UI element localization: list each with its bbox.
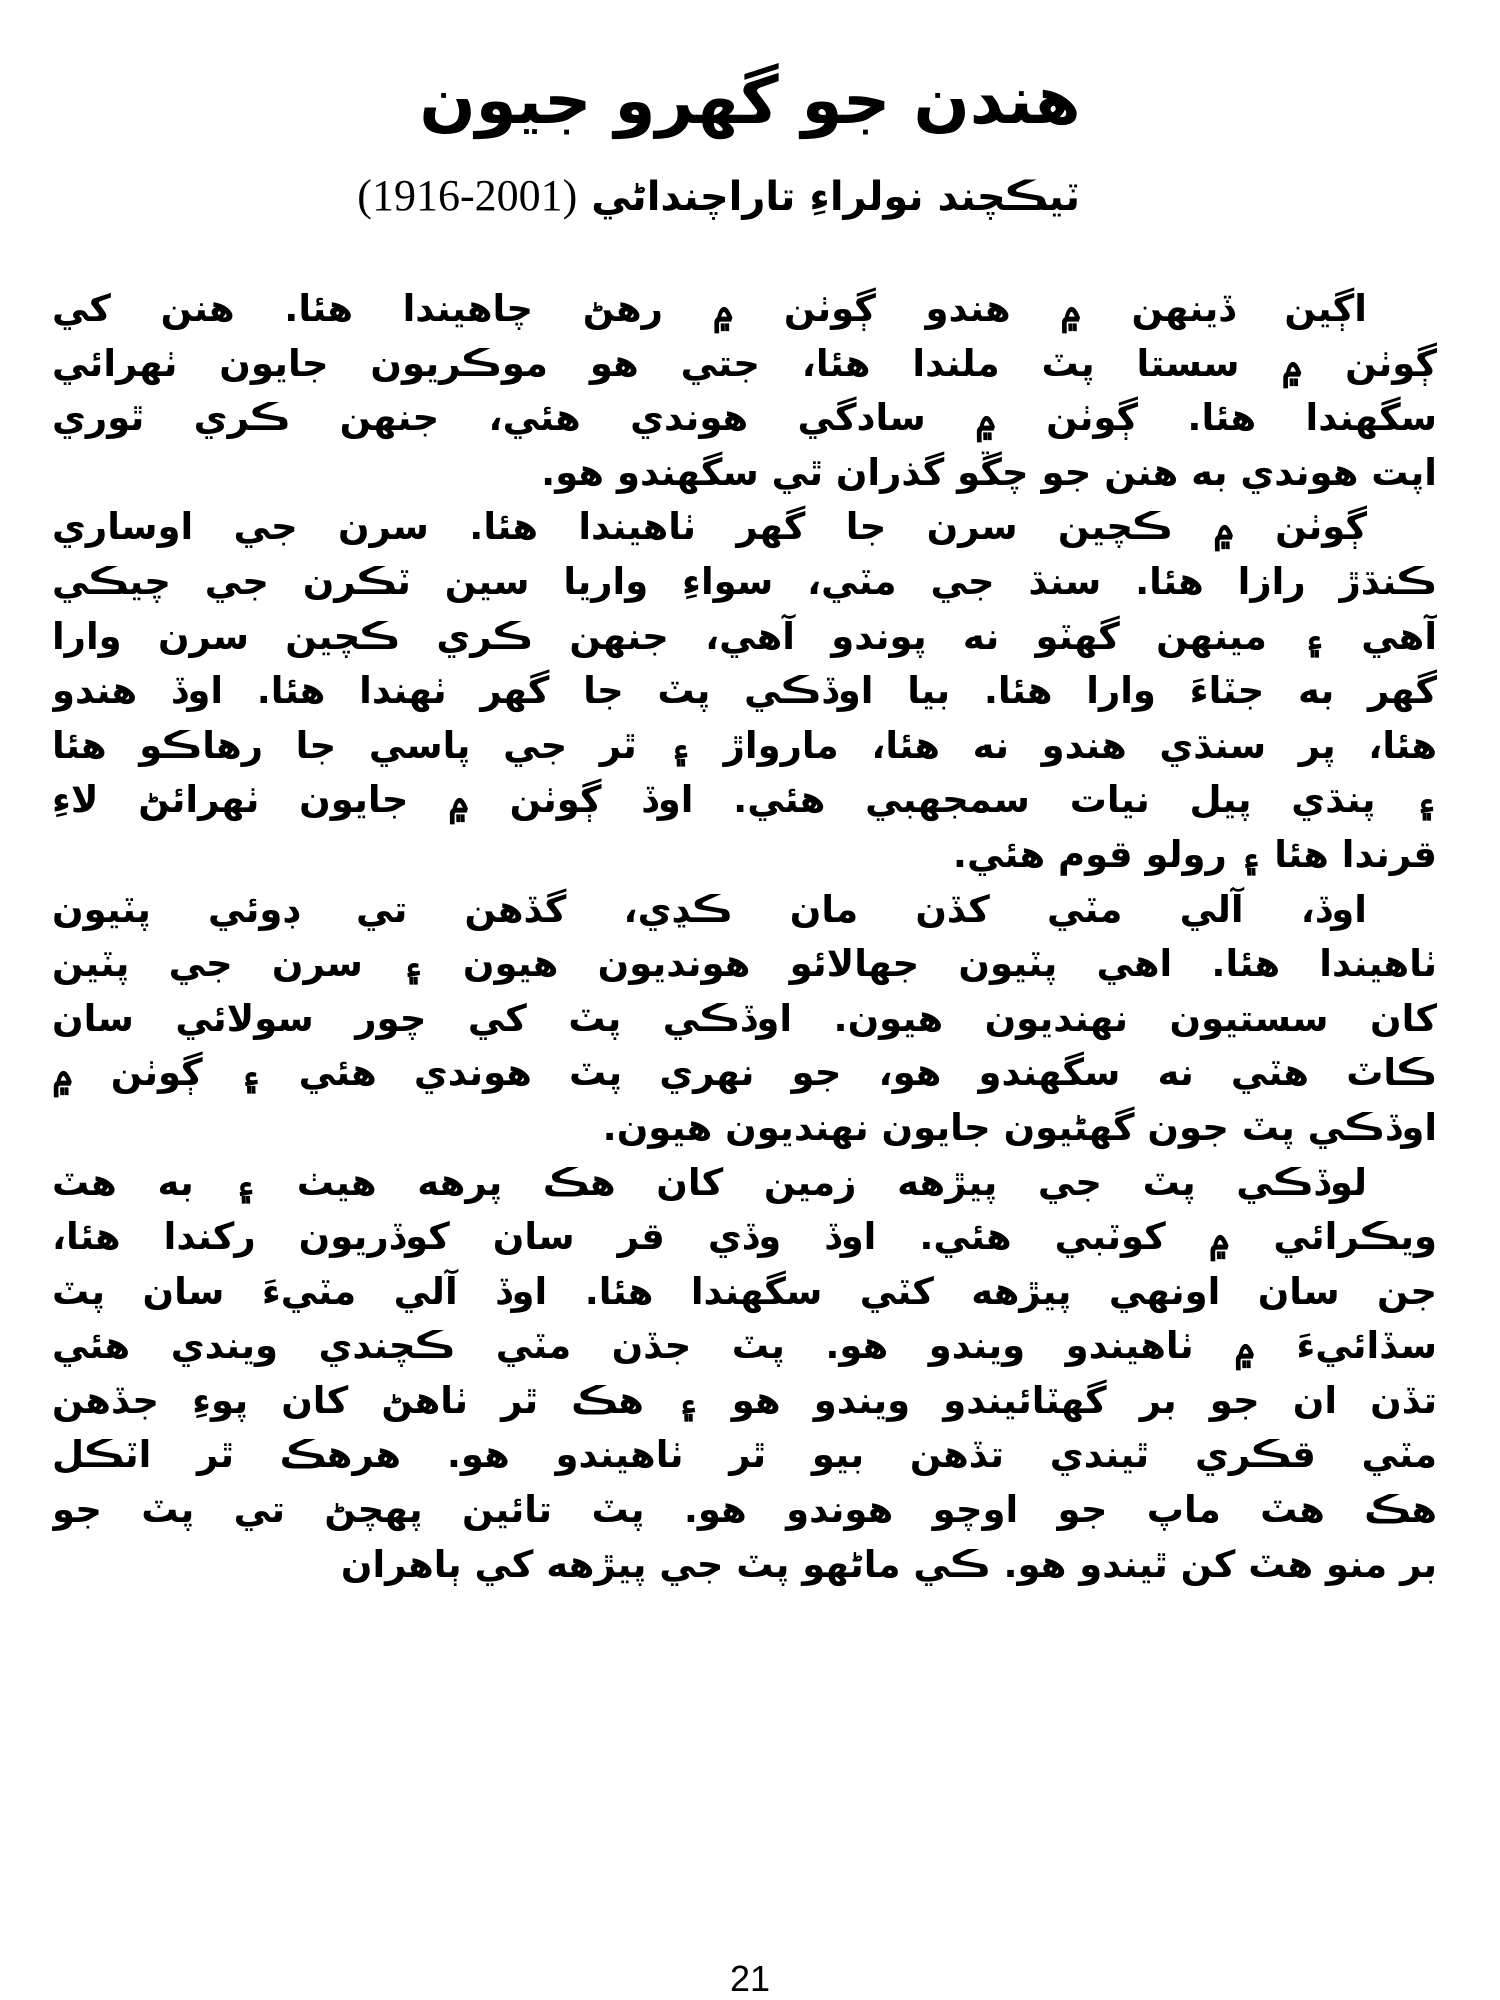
text-line: آهي ۽ مينهن گهٽو نه پوندو آهي، جنهن ڪري ڪچين سرن وارا	[52, 614, 1437, 658]
text-line: گهر به جٽاءَ وارا هئا. بيا اوڏڪي پٽ جا گهر ٺهندا هئا. اوڏ هندو	[52, 669, 1437, 713]
text-line: سگهندا هئا. ڳوٺن ۾ سادگي هوندي هئي، جنهن ڪري ٿوري	[52, 396, 1437, 440]
text-line: ڳوٺن ۾ ڪچين سرن جا گهر ٺاهيندا هئا. سرن جي اوساري	[52, 505, 1367, 549]
text-line: لوڏڪي پٽ جي پيڙهه زمين کان هڪ پرهه هيٺ ۽ به هٽ	[52, 1160, 1367, 1204]
text-line: جن سان اونهي پيڙهه کٽي سگهندا هئا. اوڏ آلي مٽيءَ سان پٽ	[52, 1269, 1437, 1313]
text-line: هڪ هٽ ماپ جو اوچو هوندو هو. پٽ تائين پهچڻ تي پٽ جو	[52, 1488, 1437, 1532]
text-line: ويڪرائي ۾ کوٽبي هئي. اوڏ وڏي قر سان کوڏريون رکندا هئا،	[52, 1215, 1437, 1259]
text-line: ٺاهيندا هئا. اهي پٽيون جهالائو هونديون هيون ۽ سرن جي پٽين	[52, 942, 1437, 986]
text-line: هئا، پر سنڌي هندو نه هئا، مارواڙ ۽ ٿر جي پاسي جا رهاڪو هئا	[52, 723, 1437, 767]
text-line: اوڏ، آلي مٽي کڏن مان ڪڍي، گڏهن تي ڊوئي پٽيون	[52, 887, 1367, 931]
text-line: کان سستيون نهنديون هيون. اوڏڪي پٽ کي چور سولائي سان	[52, 996, 1437, 1040]
body-text	[52, 282, 1437, 1592]
text-line: ڳوٺن ۾ سستا پٽ ملندا هئا، جتي هو موڪريون جايون ٺهرائي	[52, 341, 1437, 385]
page-title: هندن جو گھرو جيون	[419, 62, 1081, 139]
author-name: ٽيڪچند نولراءِ تاراچنداڻي	[591, 174, 1080, 220]
text-line: ۽ پنڌي پيل نيات سمجهبي هئي. اوڏ ڳوٺن ۾ جايون ٺهرائڻ لاءِ	[52, 778, 1437, 822]
text-line: مٽي قڪري ٿيندي تڏهن بيو ٿر ٺاهيندو هو. هرهڪ ٿر اٽڪل	[52, 1433, 1437, 1477]
text-line: سڏائيءَ ۾ ٺاهيندو ويندو هو. پٽ جڏن مٽي ڪچندي ويندي هئي	[52, 1324, 1437, 1368]
text-line: اپت هوندي به هنن جو چڱو گذران ٿي سگهندو هو.	[541, 450, 1437, 494]
text-line: قرندا هئا ۽ رولو قوم هئي.	[952, 832, 1437, 876]
text-line: ڪنڌڙ رازا هئا. سنڌ جي مٽي، سواءِ واريا سين ٽڪرن جي چيڪي	[52, 559, 1437, 603]
text-line: بر منو هٽ کن ٿيندو هو. ڪي ماڻهو پٽ جي پيڙهه کي ٻاهران	[340, 1542, 1437, 1586]
author-line	[357, 170, 1080, 221]
text-line: تڏن ان جو بر گهٽائيندو ويندو هو ۽ هڪ ٿر ٺاهڻ کان پوءِ جڏهن	[52, 1378, 1437, 1422]
text-line: ڪاٽ هٽي نه سگهندو هو، جو نهري پٽ هوندي هئي ۽ ڳوٺن ۾	[52, 1051, 1437, 1095]
page-number: 21	[729, 1958, 771, 1999]
text-line: اوڏڪي پٽ جون گهڻيون جايون نهنديون هيون.	[602, 1105, 1437, 1149]
author-years: (2001-1916)	[357, 171, 578, 220]
text-line: اڳين ڏينهن ۾ هندو ڳوٺن ۾ رهڻ چاهيندا هئا. هنن کي	[52, 287, 1367, 330]
